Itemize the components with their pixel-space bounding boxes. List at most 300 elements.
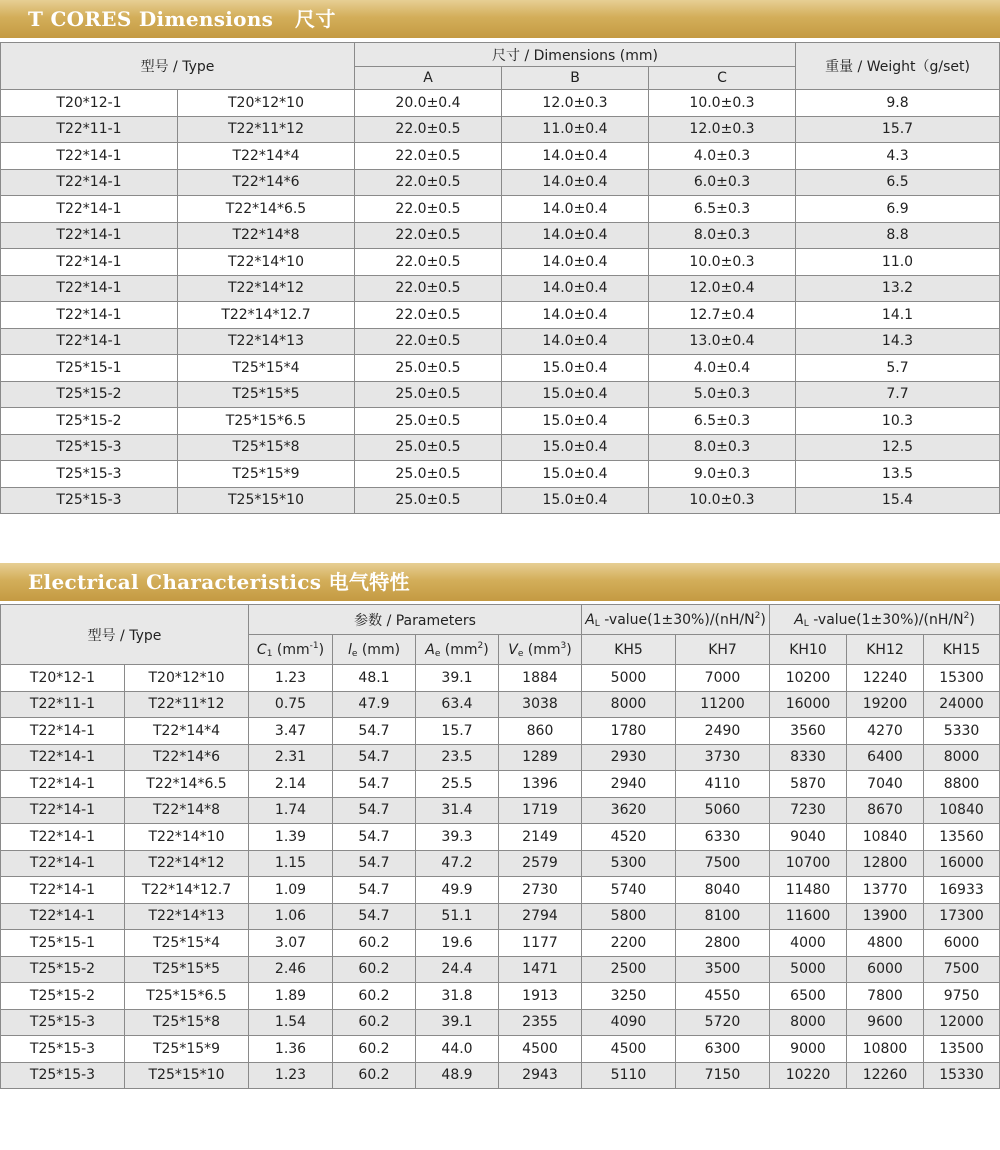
table-cell: 11200 — [676, 691, 770, 718]
header-superscript: 3 — [560, 640, 567, 651]
table-cell: 19.6 — [416, 930, 499, 957]
electrical-characteristics-table — [0, 604, 1000, 1089]
table-cell: 12.0±0.3 — [649, 116, 796, 143]
table-cell: 31.4 — [416, 797, 499, 824]
table-cell: 14.0±0.4 — [502, 275, 649, 302]
table-cell: 9.8 — [796, 90, 1000, 117]
table-cell: T22*14-1 — [1, 222, 178, 249]
table-cell: 13.2 — [796, 275, 1000, 302]
table-cell: 22.0±0.5 — [355, 222, 502, 249]
table-cell: 15.0±0.4 — [502, 487, 649, 514]
table-row — [1, 222, 1000, 249]
table-row — [1, 797, 1000, 824]
table-cell: 25.0±0.5 — [355, 355, 502, 382]
table-row — [1, 196, 1000, 223]
table-cell: T22*14-1 — [1, 850, 125, 877]
table-cell: 8.0±0.3 — [649, 434, 796, 461]
table-cell: 10800 — [847, 1036, 924, 1063]
table-cell: 2930 — [582, 744, 676, 771]
electrical-section-title: Electrical Characteristics 电气特性 — [28, 570, 410, 594]
table-cell: T25*15-3 — [1, 1036, 125, 1063]
ve-header — [499, 635, 582, 665]
table-row — [1, 143, 1000, 170]
table-cell: 7.7 — [796, 381, 1000, 408]
header-subscript: 1 — [266, 648, 273, 659]
table-cell: 15.0±0.4 — [502, 434, 649, 461]
table-cell: 0.75 — [249, 691, 333, 718]
table-cell: 1.54 — [249, 1009, 333, 1036]
table-cell: 1.09 — [249, 877, 333, 904]
table-cell: T25*15-1 — [1, 355, 178, 382]
table-cell: 25.0±0.5 — [355, 461, 502, 488]
header-text-end: ) — [566, 641, 572, 658]
table-cell: 1884 — [499, 665, 582, 692]
table-row — [1, 691, 1000, 718]
table-cell: T22*14*4 — [125, 718, 249, 745]
table-cell: 12000 — [924, 1009, 1000, 1036]
table-cell: 1.74 — [249, 797, 333, 824]
table-cell: 13900 — [847, 903, 924, 930]
header-symbol: l — [347, 641, 352, 658]
table-cell: 2730 — [499, 877, 582, 904]
type-header: 型号 / Type — [1, 43, 355, 90]
table-cell: 14.0±0.4 — [502, 249, 649, 276]
table-cell: 20.0±0.4 — [355, 90, 502, 117]
table-cell: 1177 — [499, 930, 582, 957]
table-cell: 15.7 — [796, 116, 1000, 143]
table-cell: 1396 — [499, 771, 582, 798]
table-cell: 10.0±0.3 — [649, 90, 796, 117]
al-value-header-2 — [770, 605, 1000, 635]
table-cell: 13.0±0.4 — [649, 328, 796, 355]
table-cell: T20*12*10 — [178, 90, 355, 117]
table-cell: 1.23 — [249, 665, 333, 692]
table-cell: 7040 — [847, 771, 924, 798]
table-cell: T22*14*6.5 — [178, 196, 355, 223]
table-cell: T22*14*12 — [178, 275, 355, 302]
header-text: -value(1±30%)/(nH/N — [599, 611, 755, 628]
table-cell: 12800 — [847, 850, 924, 877]
table-cell: 7230 — [770, 797, 847, 824]
table-cell: 5800 — [582, 903, 676, 930]
table-cell: 60.2 — [333, 983, 416, 1010]
table-cell: T22*14*6.5 — [125, 771, 249, 798]
table-cell: 25.0±0.5 — [355, 381, 502, 408]
table-cell: T25*15*9 — [178, 461, 355, 488]
table-cell: 8000 — [582, 691, 676, 718]
table-row — [1, 90, 1000, 117]
table-cell: T25*15*10 — [125, 1062, 249, 1089]
table-cell: 6000 — [924, 930, 1000, 957]
table-cell: 5.7 — [796, 355, 1000, 382]
table-cell: T25*15*4 — [125, 930, 249, 957]
table-cell: 4800 — [847, 930, 924, 957]
table-cell: 19200 — [847, 691, 924, 718]
table-cell: T25*15-3 — [1, 1062, 125, 1089]
table-cell: T22*14*12 — [125, 850, 249, 877]
table-cell: 14.0±0.4 — [502, 143, 649, 170]
table-cell: 15.0±0.4 — [502, 381, 649, 408]
table-cell: 22.0±0.5 — [355, 302, 502, 329]
table-cell: 22.0±0.5 — [355, 328, 502, 355]
header-superscript: 2 — [754, 610, 761, 621]
table-row — [1, 302, 1000, 329]
table-cell: 10.3 — [796, 408, 1000, 435]
table-cell: T22*14*6 — [178, 169, 355, 196]
table-row — [1, 381, 1000, 408]
table-cell: 8000 — [770, 1009, 847, 1036]
table-cell: 7150 — [676, 1062, 770, 1089]
table-cell: 5000 — [582, 665, 676, 692]
table-cell: T22*14*13 — [125, 903, 249, 930]
table-cell: T22*14*8 — [178, 222, 355, 249]
table-cell: 14.0±0.4 — [502, 169, 649, 196]
table-row — [1, 275, 1000, 302]
table-row — [1, 1062, 1000, 1089]
kh10-header: KH10 — [770, 635, 847, 665]
table-cell: 1780 — [582, 718, 676, 745]
header-symbol: A — [585, 611, 595, 628]
table-cell: 6.5±0.3 — [649, 408, 796, 435]
table-cell: 5330 — [924, 718, 1000, 745]
table-cell: 4500 — [582, 1036, 676, 1063]
table-cell: 51.1 — [416, 903, 499, 930]
weight-header: 重量 / Weight（g/set) — [796, 43, 1000, 90]
table-cell: T25*15*10 — [178, 487, 355, 514]
table-cell: T22*14*6 — [125, 744, 249, 771]
header-text: (mm — [440, 641, 478, 658]
table-cell: 2943 — [499, 1062, 582, 1089]
table-cell: T22*14-1 — [1, 249, 178, 276]
table-cell: 14.0±0.4 — [502, 196, 649, 223]
table-cell: 54.7 — [333, 771, 416, 798]
table-cell: 8670 — [847, 797, 924, 824]
dimensions-header: 尺寸 / Dimensions (mm) — [355, 43, 796, 67]
table-cell: T25*15*5 — [178, 381, 355, 408]
table-cell: T25*15-2 — [1, 956, 125, 983]
header-text-end: ) — [969, 611, 975, 628]
electrical-section-banner — [0, 563, 1000, 601]
table-cell: 11.0±0.4 — [502, 116, 649, 143]
table-cell: T25*15*8 — [178, 434, 355, 461]
table-cell: 4.0±0.3 — [649, 143, 796, 170]
table-row — [1, 877, 1000, 904]
table-cell: 14.1 — [796, 302, 1000, 329]
table-cell: 49.9 — [416, 877, 499, 904]
table-cell: 8100 — [676, 903, 770, 930]
kh15-header: KH15 — [924, 635, 1000, 665]
table-cell: 8800 — [924, 771, 1000, 798]
table-cell: 54.7 — [333, 797, 416, 824]
table-cell: 12240 — [847, 665, 924, 692]
table-row — [1, 408, 1000, 435]
table-cell: 5060 — [676, 797, 770, 824]
header-subscript: e — [351, 648, 358, 659]
header-superscript: 2 — [477, 640, 484, 651]
table-cell: 39.1 — [416, 1009, 499, 1036]
table-cell: 22.0±0.5 — [355, 275, 502, 302]
table-cell: T22*11-1 — [1, 116, 178, 143]
table-cell: 60.2 — [333, 956, 416, 983]
table-cell: 14.0±0.4 — [502, 222, 649, 249]
table-cell: 4.0±0.4 — [649, 355, 796, 382]
header-superscript: -1 — [309, 640, 319, 651]
table-cell: 2.31 — [249, 744, 333, 771]
table-cell: 8.8 — [796, 222, 1000, 249]
table-cell: 14.0±0.4 — [502, 302, 649, 329]
table-cell: T22*11*12 — [125, 691, 249, 718]
table-row — [1, 169, 1000, 196]
table-cell: 1.39 — [249, 824, 333, 851]
header-text-end: ) — [760, 611, 766, 628]
dimensions-section-title: T CORES Dimensions 尺寸 — [28, 7, 336, 31]
table-cell: 10840 — [847, 824, 924, 851]
table-cell: 860 — [499, 718, 582, 745]
table-row — [1, 328, 1000, 355]
dimension-a-header: A — [355, 67, 502, 90]
table-cell: T22*14-1 — [1, 328, 178, 355]
table-row — [1, 824, 1000, 851]
table-cell: 1.23 — [249, 1062, 333, 1089]
table-cell: 60.2 — [333, 930, 416, 957]
table-row — [1, 461, 1000, 488]
table-cell: 6330 — [676, 824, 770, 851]
table-cell: 4090 — [582, 1009, 676, 1036]
table-cell: 13500 — [924, 1036, 1000, 1063]
header-symbol: A — [425, 641, 435, 658]
table-cell: 39.3 — [416, 824, 499, 851]
table-cell: 1.36 — [249, 1036, 333, 1063]
table-cell: T25*15-1 — [1, 930, 125, 957]
table-cell: 11480 — [770, 877, 847, 904]
table-cell: 9.0±0.3 — [649, 461, 796, 488]
table-cell: 54.7 — [333, 903, 416, 930]
header-superscript: 2 — [963, 610, 970, 621]
table-cell: 2794 — [499, 903, 582, 930]
table-cell: 6.0±0.3 — [649, 169, 796, 196]
table-cell: 25.0±0.5 — [355, 487, 502, 514]
table-row — [1, 771, 1000, 798]
table-cell: 15.0±0.4 — [502, 461, 649, 488]
table-cell: 24000 — [924, 691, 1000, 718]
table-cell: 48.1 — [333, 665, 416, 692]
table-cell: 8330 — [770, 744, 847, 771]
table-cell: 54.7 — [333, 718, 416, 745]
table-cell: T22*14-1 — [1, 302, 178, 329]
table-cell: T22*14-1 — [1, 744, 125, 771]
table-cell: T20*12-1 — [1, 665, 125, 692]
table-cell: 11.0 — [796, 249, 1000, 276]
table-cell: 54.7 — [333, 877, 416, 904]
table-cell: 2490 — [676, 718, 770, 745]
header-symbol: V — [508, 641, 518, 658]
table-cell: 25.0±0.5 — [355, 434, 502, 461]
table-cell: 3038 — [499, 691, 582, 718]
table-cell: 44.0 — [416, 1036, 499, 1063]
table-row — [1, 744, 1000, 771]
table-cell: 39.1 — [416, 665, 499, 692]
table-cell: 2.46 — [249, 956, 333, 983]
table-cell: 6.9 — [796, 196, 1000, 223]
table-cell: T22*14*13 — [178, 328, 355, 355]
table-row — [1, 1009, 1000, 1036]
table-cell: 22.0±0.5 — [355, 169, 502, 196]
header-subscript: e — [434, 648, 441, 659]
table-cell: 13560 — [924, 824, 1000, 851]
header-text: (mm) — [357, 641, 401, 658]
table-cell: 14.3 — [796, 328, 1000, 355]
table-cell: 3560 — [770, 718, 847, 745]
table-cell: 15.0±0.4 — [502, 355, 649, 382]
table-cell: 3.07 — [249, 930, 333, 957]
table-cell: 14.0±0.4 — [502, 328, 649, 355]
table-cell: 54.7 — [333, 850, 416, 877]
table-row — [1, 850, 1000, 877]
dimension-b-header: B — [502, 67, 649, 90]
table-row — [1, 355, 1000, 382]
table-cell: T25*15*5 — [125, 956, 249, 983]
table-cell: 22.0±0.5 — [355, 249, 502, 276]
table-cell: 17300 — [924, 903, 1000, 930]
table-cell: 12.0±0.4 — [649, 275, 796, 302]
table-cell: T22*14-1 — [1, 143, 178, 170]
table-cell: T22*14-1 — [1, 169, 178, 196]
table-cell: T22*11*12 — [178, 116, 355, 143]
table-cell: 47.2 — [416, 850, 499, 877]
table-cell: T25*15-3 — [1, 487, 178, 514]
table-cell: 13770 — [847, 877, 924, 904]
table-cell: 15.4 — [796, 487, 1000, 514]
table-cell: 7000 — [676, 665, 770, 692]
kh7-header: KH7 — [676, 635, 770, 665]
table-row — [1, 434, 1000, 461]
table-cell: 2800 — [676, 930, 770, 957]
table-cell: 5740 — [582, 877, 676, 904]
table-row — [1, 1036, 1000, 1063]
table-cell: 15330 — [924, 1062, 1000, 1089]
table-cell: 11600 — [770, 903, 847, 930]
table-row — [1, 956, 1000, 983]
dimensions-table — [0, 42, 1000, 514]
header-text: (mm — [523, 641, 561, 658]
table-cell: T22*14*12.7 — [125, 877, 249, 904]
table-cell: T25*15-3 — [1, 461, 178, 488]
table-row — [1, 487, 1000, 514]
table-cell: 12.5 — [796, 434, 1000, 461]
table-cell: T25*15*6.5 — [125, 983, 249, 1010]
table-cell: 4110 — [676, 771, 770, 798]
table-cell: T25*15*8 — [125, 1009, 249, 1036]
table-cell: 6.5 — [796, 169, 1000, 196]
table-cell: 2579 — [499, 850, 582, 877]
table-cell: T22*14-1 — [1, 718, 125, 745]
table-cell: 7500 — [676, 850, 770, 877]
table-cell: 1719 — [499, 797, 582, 824]
table-cell: 23.5 — [416, 744, 499, 771]
table-cell: 5300 — [582, 850, 676, 877]
table-cell: 12.7±0.4 — [649, 302, 796, 329]
header-text: -value(1±30%)/(nH/N — [808, 611, 964, 628]
table-cell: T20*12*10 — [125, 665, 249, 692]
c1-header — [249, 635, 333, 665]
table-cell: 1913 — [499, 983, 582, 1010]
table-cell: T20*12-1 — [1, 90, 178, 117]
dimension-c-header: C — [649, 67, 796, 90]
table-cell: T25*15*6.5 — [178, 408, 355, 435]
table-cell: 22.0±0.5 — [355, 143, 502, 170]
table-cell: 4000 — [770, 930, 847, 957]
table-cell: 8000 — [924, 744, 1000, 771]
table-cell: 6500 — [770, 983, 847, 1010]
table-cell: 9600 — [847, 1009, 924, 1036]
table-row — [1, 665, 1000, 692]
table-cell: T22*14*10 — [178, 249, 355, 276]
table-cell: 48.9 — [416, 1062, 499, 1089]
table-cell: 6.5±0.3 — [649, 196, 796, 223]
table-cell: 3620 — [582, 797, 676, 824]
table-cell: 6400 — [847, 744, 924, 771]
table-cell: 16000 — [770, 691, 847, 718]
table-cell: T22*14-1 — [1, 824, 125, 851]
table-cell: 1289 — [499, 744, 582, 771]
table-cell: 7800 — [847, 983, 924, 1010]
table-cell: 3730 — [676, 744, 770, 771]
table-cell: T25*15-2 — [1, 381, 178, 408]
parameters-header: 参数 / Parameters — [249, 605, 582, 635]
table-cell: 60.2 — [333, 1009, 416, 1036]
header-text: (mm — [272, 641, 310, 658]
kh12-header: KH12 — [847, 635, 924, 665]
table-cell: T22*14-1 — [1, 275, 178, 302]
table-cell: 22.0±0.5 — [355, 196, 502, 223]
table-cell: 60.2 — [333, 1062, 416, 1089]
header-text-end: ) — [318, 641, 325, 658]
table-cell: 2.14 — [249, 771, 333, 798]
table-cell: 10.0±0.3 — [649, 249, 796, 276]
table-cell: 1.89 — [249, 983, 333, 1010]
table-cell: 10200 — [770, 665, 847, 692]
table-cell: 10840 — [924, 797, 1000, 824]
table-row — [1, 718, 1000, 745]
table-cell: 25.0±0.5 — [355, 408, 502, 435]
table-cell: T25*15-3 — [1, 434, 178, 461]
table-cell: 1.15 — [249, 850, 333, 877]
table-cell: 25.5 — [416, 771, 499, 798]
table-cell: 3250 — [582, 983, 676, 1010]
al-value-header-1 — [582, 605, 770, 635]
table-cell: T22*14*12.7 — [178, 302, 355, 329]
table-cell: 15.0±0.4 — [502, 408, 649, 435]
table-cell: 15.7 — [416, 718, 499, 745]
header-subscript: L — [803, 618, 809, 629]
table-cell: 12260 — [847, 1062, 924, 1089]
table-cell: 5720 — [676, 1009, 770, 1036]
table-cell: 2200 — [582, 930, 676, 957]
table-cell: 4550 — [676, 983, 770, 1010]
table-row — [1, 903, 1000, 930]
table-cell: 2355 — [499, 1009, 582, 1036]
table-cell: 9040 — [770, 824, 847, 851]
table-cell: 5000 — [770, 956, 847, 983]
table-cell: 4270 — [847, 718, 924, 745]
table-cell: 2940 — [582, 771, 676, 798]
table-cell: 7500 — [924, 956, 1000, 983]
table-cell: 4500 — [499, 1036, 582, 1063]
table-cell: 47.9 — [333, 691, 416, 718]
ae-header — [416, 635, 499, 665]
table-cell: T25*15-3 — [1, 1009, 125, 1036]
table-cell: 24.4 — [416, 956, 499, 983]
